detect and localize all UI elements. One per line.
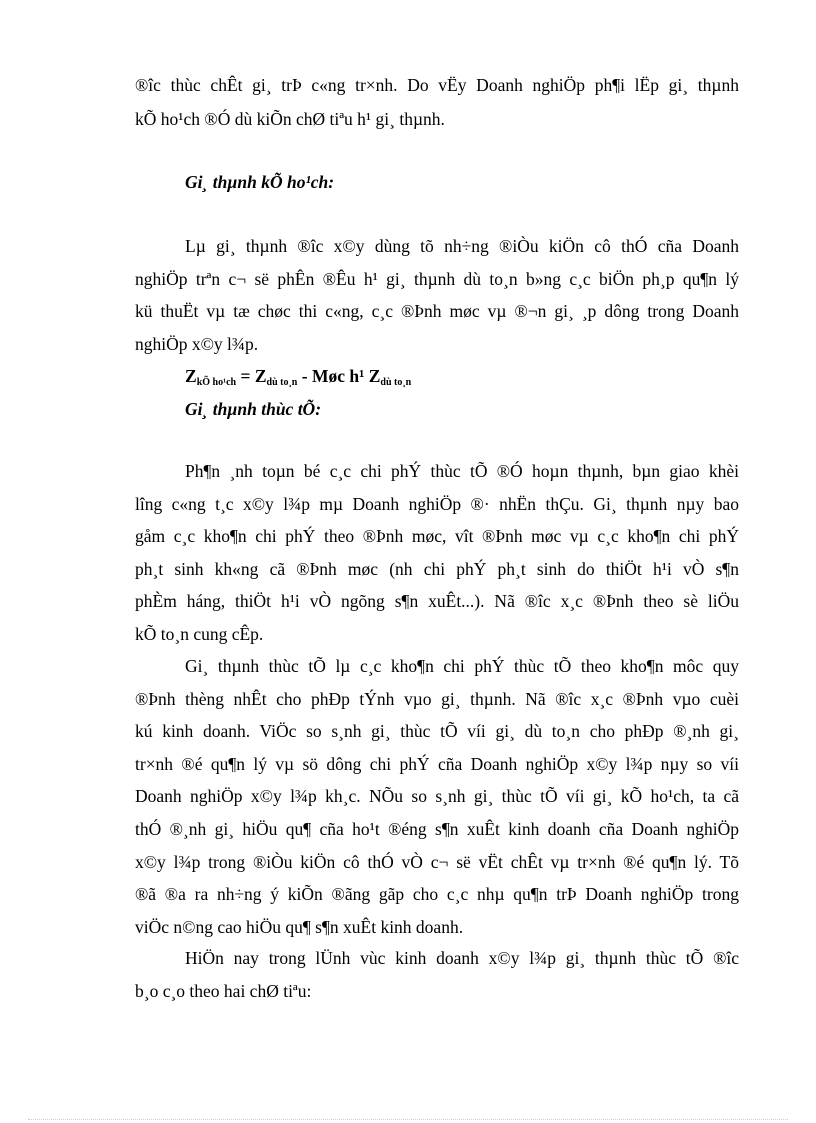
paragraph-line: lîng c«ng t¸c x©y l¾p mµ Doanh nghiÖp ®· nhËn thÇu. Gi¸ thµnh nµy bao xyxy=(135,493,739,514)
section-heading: Gi¸ thµnh thùc tÕ: xyxy=(185,399,322,419)
formula-sub1: kÕ ho¹ch xyxy=(196,377,237,388)
paragraph-line: kÕ ho¹ch ®Ó dù kiÕn chØ tiªu h¹ gi¸ thµnh. xyxy=(135,109,445,129)
paragraph-line: kÕ to¸n cung cÊp. xyxy=(135,624,264,644)
paragraph-line: tr×nh ®é qu¶n lý vµ sö dông chi phÝ cña Doanh nghiÖp x©y l¾p nµy so víi xyxy=(135,753,739,774)
paragraph-line: nghiÖp trªn c¬ së phÊn ®Êu h¹ gi¸ thµnh dù to¸n b»ng c¸c biÖn ph¸p qu¶n lý xyxy=(135,268,739,289)
paragraph-line: viÖc n©ng cao hiÖu qu¶ s¶n xuÊt kinh doanh. xyxy=(135,916,464,937)
formula-eq: = xyxy=(240,366,251,386)
footer-divider xyxy=(28,1119,788,1120)
cost-formula xyxy=(185,366,411,388)
paragraph-line: Ph¶n ¸nh toµn bé c¸c chi phÝ thùc tÕ ®Ó hoµn thµnh, bµn giao khèi xyxy=(185,461,739,481)
paragraph-line: thÓ ®¸nh gi¸ hiÖu qu¶ cña ho¹t ®éng s¶n xuÊt kinh doanh cña Doanh nghiÖp xyxy=(135,819,739,839)
paragraph-line: ph¸t sinh kh«ng cã ®Þnh møc (nh chi phÝ ph¸t sinh do thiÖt h¹i vÒ s¶n xyxy=(135,558,739,579)
paragraph-line: ®Þnh thèng nhÊt cho phÐp tÝnh vµo gi¸ thµnh. Nã ®îc x¸c ®Þnh vµo cuèi xyxy=(135,688,739,709)
paragraph-line: kú kinh doanh. ViÖc so s¸nh gi¸ thùc tÕ víi gi¸ dù to¸n cho phÐp ®¸nh gi¸ xyxy=(135,721,739,742)
paragraph-line: ®îc thùc chÊt gi¸ trÞ c«ng tr×nh. Do vËy Doanh nghiÖp ph¶i lËp gi¸ thµnh xyxy=(135,75,739,95)
paragraph-line: kü thuËt vµ tæ chøc thi c«ng, c¸c ®Þnh møc vµ ®¬n gi¸ ¸p dông trong Doanh xyxy=(135,301,739,322)
formula-z2: Z xyxy=(254,366,267,386)
paragraph-line: gåm c¸c kho¶n chi phÝ theo ®Þnh møc, vît ®Þnh møc vµ c¸c kho¶n chi phÝ xyxy=(135,526,739,547)
section-heading: Gi¸ thµnh kÕ ho¹ch: xyxy=(185,172,335,192)
paragraph-line: ®ã ®a ra nh÷ng ý kiÕn ®ãng gãp cho c¸c nhµ qu¶n trÞ Doanh nghiÖp trong xyxy=(135,884,739,905)
paragraph-line: x©y l¾p trong ®iÒu kiÖn cô thÓ vÒ c¬ së vËt chÊt vµ tr×nh ®é qu¶n lý. Tõ xyxy=(135,851,739,872)
paragraph-line: b¸o c¸o theo hai chØ tiªu: xyxy=(135,980,312,1001)
document-body xyxy=(135,0,739,1123)
paragraph-line: Gi¸ thµnh thùc tÕ lµ c¸c kho¶n chi phÝ thùc tÕ theo kho¶n môc quy xyxy=(185,656,739,676)
paragraph-line: HiÖn nay trong lÜnh vùc kinh doanh x©y l¾p gi¸ thµnh thùc tÕ ®îc xyxy=(185,948,739,968)
paragraph-line: Doanh nghiÖp x©y l¾p kh¸c. NÕu so s¸nh gi¸ thùc tÕ víi gi¸ kÕ ho¹ch, ta cã xyxy=(135,786,739,807)
formula-minus: - xyxy=(301,366,308,386)
paragraph-line: phÈm háng, thiÖt h¹i vÒ ngõng s¶n xuÊt...). Nã ®îc x¸c ®Þnh theo sè liÖu xyxy=(135,591,739,612)
paragraph-line: Lµ gi¸ thµnh ®îc x©y dùng tõ nh÷ng ®iÒu kiÖn cô thÓ cña Doanh xyxy=(185,236,739,256)
formula-rest: Møc h¹ Z xyxy=(311,366,381,386)
paragraph-line: nghiÖp x©y l¾p. xyxy=(135,333,259,354)
formula-sub2: dù to¸n xyxy=(266,377,298,388)
formula-sub3: dù to¸n xyxy=(380,377,412,388)
formula-z1: Z xyxy=(185,366,197,386)
